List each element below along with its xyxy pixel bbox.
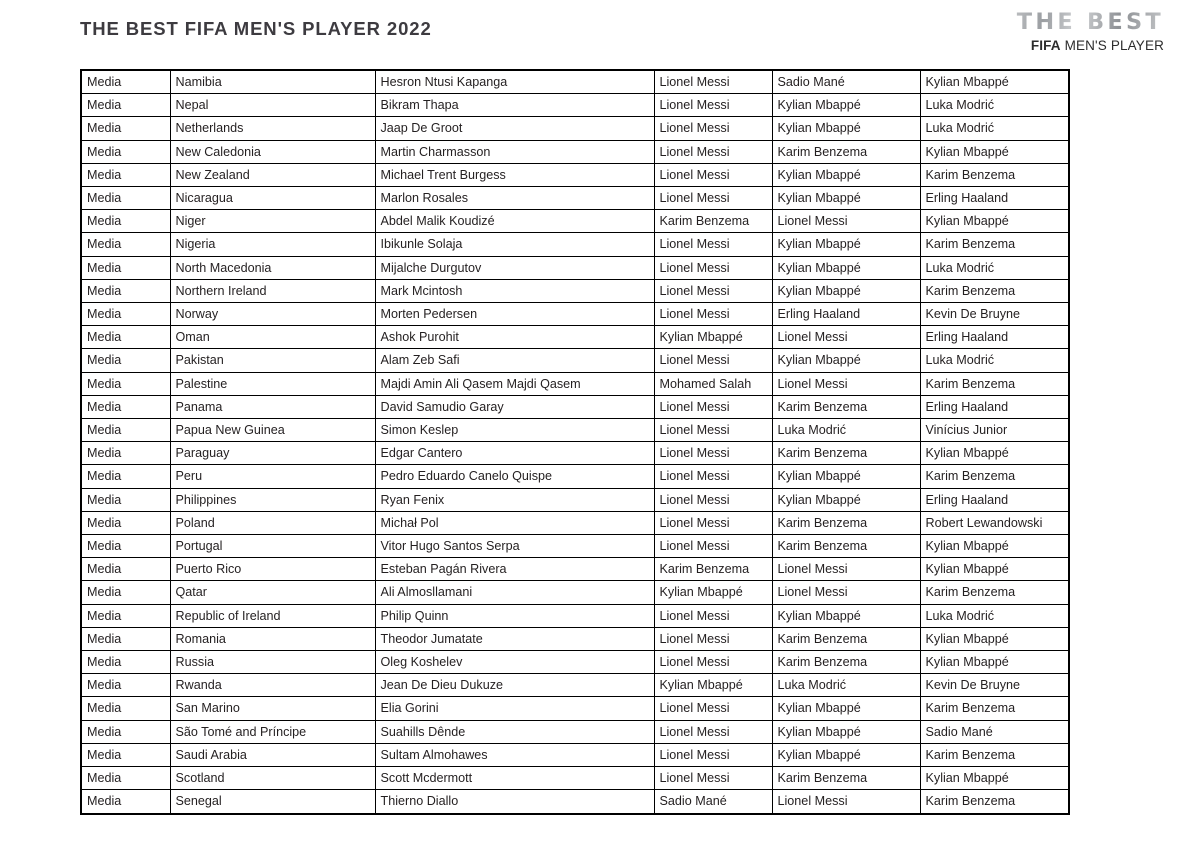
cell-voter-type: Media bbox=[81, 627, 170, 650]
cell-voter-type: Media bbox=[81, 256, 170, 279]
cell-voter-type: Media bbox=[81, 674, 170, 697]
cell-first-choice: Sadio Mané bbox=[654, 790, 772, 814]
the-best-fifa-logo bbox=[1004, 12, 1164, 53]
cell-voter-type: Media bbox=[81, 94, 170, 117]
cell-first-choice: Lionel Messi bbox=[654, 465, 772, 488]
table-row bbox=[81, 256, 1069, 279]
cell-country: Romania bbox=[170, 627, 375, 650]
cell-voter-type: Media bbox=[81, 349, 170, 372]
cell-voter-name: Jaap De Groot bbox=[375, 117, 654, 140]
table-row bbox=[81, 233, 1069, 256]
cell-country: New Caledonia bbox=[170, 140, 375, 163]
cell-voter-name: Mark Mcintosh bbox=[375, 279, 654, 302]
cell-third-choice: Karim Benzema bbox=[920, 790, 1069, 814]
cell-voter-name: Alam Zeb Safi bbox=[375, 349, 654, 372]
cell-first-choice: Lionel Messi bbox=[654, 697, 772, 720]
table-row bbox=[81, 70, 1069, 94]
cell-voter-name: Michał Pol bbox=[375, 511, 654, 534]
votes-table-body bbox=[81, 70, 1069, 814]
cell-second-choice: Karim Benzema bbox=[772, 767, 920, 790]
cell-voter-name: Ashok Purohit bbox=[375, 326, 654, 349]
cell-voter-name: Edgar Cantero bbox=[375, 442, 654, 465]
cell-country: Portugal bbox=[170, 535, 375, 558]
table-row bbox=[81, 442, 1069, 465]
table-row bbox=[81, 465, 1069, 488]
cell-country: Paraguay bbox=[170, 442, 375, 465]
cell-second-choice: Lionel Messi bbox=[772, 790, 920, 814]
cell-voter-type: Media bbox=[81, 488, 170, 511]
cell-third-choice: Kylian Mbappé bbox=[920, 210, 1069, 233]
cell-first-choice: Lionel Messi bbox=[654, 395, 772, 418]
cell-voter-name: Oleg Koshelev bbox=[375, 651, 654, 674]
cell-voter-type: Media bbox=[81, 163, 170, 186]
cell-voter-name: Michael Trent Burgess bbox=[375, 163, 654, 186]
cell-third-choice: Kylian Mbappé bbox=[920, 535, 1069, 558]
cell-second-choice: Kylian Mbappé bbox=[772, 349, 920, 372]
cell-voter-name: Morten Pedersen bbox=[375, 303, 654, 326]
cell-country: Norway bbox=[170, 303, 375, 326]
cell-third-choice: Luka Modrić bbox=[920, 117, 1069, 140]
cell-second-choice: Kylian Mbappé bbox=[772, 720, 920, 743]
page-title: THE BEST FIFA MEN'S PLAYER 2022 bbox=[80, 18, 432, 39]
cell-third-choice: Erling Haaland bbox=[920, 187, 1069, 210]
cell-voter-name: Abdel Malik Koudizé bbox=[375, 210, 654, 233]
cell-first-choice: Lionel Messi bbox=[654, 419, 772, 442]
cell-country: Nepal bbox=[170, 94, 375, 117]
cell-first-choice: Lionel Messi bbox=[654, 743, 772, 766]
cell-voter-type: Media bbox=[81, 465, 170, 488]
cell-voter-type: Media bbox=[81, 187, 170, 210]
cell-third-choice: Erling Haaland bbox=[920, 488, 1069, 511]
cell-first-choice: Kylian Mbappé bbox=[654, 674, 772, 697]
table-row bbox=[81, 210, 1069, 233]
cell-third-choice: Kylian Mbappé bbox=[920, 558, 1069, 581]
cell-first-choice: Lionel Messi bbox=[654, 279, 772, 302]
cell-first-choice: Lionel Messi bbox=[654, 70, 772, 94]
cell-second-choice: Lionel Messi bbox=[772, 326, 920, 349]
cell-voter-type: Media bbox=[81, 326, 170, 349]
table-row bbox=[81, 674, 1069, 697]
cell-third-choice: Erling Haaland bbox=[920, 395, 1069, 418]
cell-third-choice: Kevin De Bruyne bbox=[920, 303, 1069, 326]
cell-voter-type: Media bbox=[81, 303, 170, 326]
cell-voter-type: Media bbox=[81, 279, 170, 302]
cell-voter-type: Media bbox=[81, 140, 170, 163]
cell-first-choice: Kylian Mbappé bbox=[654, 581, 772, 604]
cell-third-choice: Kylian Mbappé bbox=[920, 651, 1069, 674]
cell-third-choice: Karim Benzema bbox=[920, 279, 1069, 302]
cell-second-choice: Lionel Messi bbox=[772, 558, 920, 581]
cell-voter-name: Marlon Rosales bbox=[375, 187, 654, 210]
cell-voter-name: Pedro Eduardo Canelo Quispe bbox=[375, 465, 654, 488]
table-row bbox=[81, 651, 1069, 674]
cell-second-choice: Karim Benzema bbox=[772, 140, 920, 163]
table-row bbox=[81, 303, 1069, 326]
cell-country: Pakistan bbox=[170, 349, 375, 372]
cell-second-choice: Erling Haaland bbox=[772, 303, 920, 326]
cell-voter-type: Media bbox=[81, 604, 170, 627]
cell-voter-name: Majdi Amin Ali Qasem Majdi Qasem bbox=[375, 372, 654, 395]
cell-voter-name: Thierno Diallo bbox=[375, 790, 654, 814]
cell-second-choice: Kylian Mbappé bbox=[772, 256, 920, 279]
cell-first-choice: Lionel Messi bbox=[654, 511, 772, 534]
cell-first-choice: Lionel Messi bbox=[654, 94, 772, 117]
table-row bbox=[81, 697, 1069, 720]
cell-second-choice: Karim Benzema bbox=[772, 442, 920, 465]
table-row bbox=[81, 372, 1069, 395]
cell-country: Palestine bbox=[170, 372, 375, 395]
cell-third-choice: Kylian Mbappé bbox=[920, 442, 1069, 465]
cell-country: Philippines bbox=[170, 488, 375, 511]
cell-third-choice: Kylian Mbappé bbox=[920, 140, 1069, 163]
cell-second-choice: Karim Benzema bbox=[772, 511, 920, 534]
cell-country: North Macedonia bbox=[170, 256, 375, 279]
cell-third-choice: Kevin De Bruyne bbox=[920, 674, 1069, 697]
cell-country: Senegal bbox=[170, 790, 375, 814]
cell-country: Republic of Ireland bbox=[170, 604, 375, 627]
table-row bbox=[81, 279, 1069, 302]
cell-voter-type: Media bbox=[81, 233, 170, 256]
table-row bbox=[81, 604, 1069, 627]
cell-second-choice: Kylian Mbappé bbox=[772, 233, 920, 256]
cell-third-choice: Karim Benzema bbox=[920, 233, 1069, 256]
cell-first-choice: Lionel Messi bbox=[654, 442, 772, 465]
cell-third-choice: Karim Benzema bbox=[920, 163, 1069, 186]
cell-country: New Zealand bbox=[170, 163, 375, 186]
cell-voter-name: Bikram Thapa bbox=[375, 94, 654, 117]
cell-third-choice: Kylian Mbappé bbox=[920, 70, 1069, 94]
cell-first-choice: Lionel Messi bbox=[654, 767, 772, 790]
logo-fifa-text: FIFA bbox=[1030, 38, 1061, 53]
cell-voter-name: Esteban Pagán Rivera bbox=[375, 558, 654, 581]
cell-country: Peru bbox=[170, 465, 375, 488]
table-row bbox=[81, 535, 1069, 558]
cell-voter-type: Media bbox=[81, 790, 170, 814]
cell-country: Oman bbox=[170, 326, 375, 349]
cell-first-choice: Karim Benzema bbox=[654, 558, 772, 581]
cell-second-choice: Kylian Mbappé bbox=[772, 697, 920, 720]
cell-first-choice: Lionel Messi bbox=[654, 604, 772, 627]
cell-first-choice: Lionel Messi bbox=[654, 163, 772, 186]
cell-country: Nigeria bbox=[170, 233, 375, 256]
cell-first-choice: Lionel Messi bbox=[654, 720, 772, 743]
logo-subtitle bbox=[1004, 39, 1164, 53]
cell-second-choice: Kylian Mbappé bbox=[772, 743, 920, 766]
cell-third-choice: Karim Benzema bbox=[920, 581, 1069, 604]
table-row bbox=[81, 488, 1069, 511]
table-row bbox=[81, 767, 1069, 790]
cell-voter-type: Media bbox=[81, 720, 170, 743]
cell-country: Namibia bbox=[170, 70, 375, 94]
cell-second-choice: Karim Benzema bbox=[772, 535, 920, 558]
cell-voter-type: Media bbox=[81, 210, 170, 233]
page-header bbox=[0, 0, 1200, 62]
cell-second-choice: Kylian Mbappé bbox=[772, 604, 920, 627]
cell-country: Northern Ireland bbox=[170, 279, 375, 302]
cell-third-choice: Vinícius Junior bbox=[920, 419, 1069, 442]
cell-country: Scotland bbox=[170, 767, 375, 790]
table-row bbox=[81, 511, 1069, 534]
cell-country: Qatar bbox=[170, 581, 375, 604]
cell-voter-name: Hesron Ntusi Kapanga bbox=[375, 70, 654, 94]
table-row bbox=[81, 743, 1069, 766]
cell-first-choice: Karim Benzema bbox=[654, 210, 772, 233]
cell-country: Niger bbox=[170, 210, 375, 233]
cell-first-choice: Mohamed Salah bbox=[654, 372, 772, 395]
cell-second-choice: Karim Benzema bbox=[772, 627, 920, 650]
cell-third-choice: Kylian Mbappé bbox=[920, 627, 1069, 650]
cell-third-choice: Karim Benzema bbox=[920, 465, 1069, 488]
cell-voter-name: Ibikunle Solaja bbox=[375, 233, 654, 256]
cell-third-choice: Kylian Mbappé bbox=[920, 767, 1069, 790]
cell-country: Panama bbox=[170, 395, 375, 418]
cell-first-choice: Lionel Messi bbox=[654, 303, 772, 326]
cell-voter-name: Vitor Hugo Santos Serpa bbox=[375, 535, 654, 558]
cell-first-choice: Lionel Messi bbox=[654, 488, 772, 511]
cell-third-choice: Luka Modrić bbox=[920, 349, 1069, 372]
table-row bbox=[81, 581, 1069, 604]
cell-voter-name: Jean De Dieu Dukuze bbox=[375, 674, 654, 697]
cell-voter-type: Media bbox=[81, 558, 170, 581]
cell-voter-name: Martin Charmasson bbox=[375, 140, 654, 163]
cell-country: Nicaragua bbox=[170, 187, 375, 210]
cell-second-choice: Lionel Messi bbox=[772, 210, 920, 233]
cell-voter-type: Media bbox=[81, 511, 170, 534]
table-row bbox=[81, 140, 1069, 163]
cell-voter-name: Theodor Jumatate bbox=[375, 627, 654, 650]
table-row bbox=[81, 720, 1069, 743]
cell-third-choice: Luka Modrić bbox=[920, 604, 1069, 627]
cell-voter-type: Media bbox=[81, 767, 170, 790]
cell-second-choice: Kylian Mbappé bbox=[772, 488, 920, 511]
cell-third-choice: Sadio Mané bbox=[920, 720, 1069, 743]
cell-voter-name: Ryan Fenix bbox=[375, 488, 654, 511]
table-row bbox=[81, 117, 1069, 140]
cell-country: Poland bbox=[170, 511, 375, 534]
cell-voter-name: Simon Keslep bbox=[375, 419, 654, 442]
cell-first-choice: Lionel Messi bbox=[654, 651, 772, 674]
table-row bbox=[81, 627, 1069, 650]
cell-voter-type: Media bbox=[81, 372, 170, 395]
cell-third-choice: Luka Modrić bbox=[920, 256, 1069, 279]
the-best-wordmark: THE BEST bbox=[1001, 12, 1164, 34]
table-row bbox=[81, 94, 1069, 117]
cell-voter-type: Media bbox=[81, 395, 170, 418]
cell-voter-name: Scott Mcdermott bbox=[375, 767, 654, 790]
cell-voter-type: Media bbox=[81, 697, 170, 720]
cell-first-choice: Kylian Mbappé bbox=[654, 326, 772, 349]
cell-voter-type: Media bbox=[81, 442, 170, 465]
logo-category-text: MEN'S PLAYER bbox=[1060, 38, 1164, 53]
cell-country: San Marino bbox=[170, 697, 375, 720]
cell-voter-type: Media bbox=[81, 535, 170, 558]
table-row bbox=[81, 419, 1069, 442]
cell-voter-type: Media bbox=[81, 743, 170, 766]
cell-country: Netherlands bbox=[170, 117, 375, 140]
cell-first-choice: Lionel Messi bbox=[654, 233, 772, 256]
table-row bbox=[81, 187, 1069, 210]
cell-third-choice: Karim Benzema bbox=[920, 372, 1069, 395]
cell-country: Puerto Rico bbox=[170, 558, 375, 581]
cell-voter-name: Ali Almosllamani bbox=[375, 581, 654, 604]
cell-voter-type: Media bbox=[81, 651, 170, 674]
cell-second-choice: Kylian Mbappé bbox=[772, 279, 920, 302]
table-row bbox=[81, 790, 1069, 814]
cell-third-choice: Karim Benzema bbox=[920, 743, 1069, 766]
votes-table-container bbox=[80, 69, 1068, 815]
cell-second-choice: Luka Modrić bbox=[772, 674, 920, 697]
cell-voter-name: Mijalche Durgutov bbox=[375, 256, 654, 279]
cell-second-choice: Kylian Mbappé bbox=[772, 465, 920, 488]
cell-voter-name: Elia Gorini bbox=[375, 697, 654, 720]
cell-second-choice: Karim Benzema bbox=[772, 651, 920, 674]
cell-first-choice: Lionel Messi bbox=[654, 117, 772, 140]
cell-third-choice: Luka Modrić bbox=[920, 94, 1069, 117]
cell-voter-name: Suahills Dênde bbox=[375, 720, 654, 743]
cell-country: Rwanda bbox=[170, 674, 375, 697]
table-row bbox=[81, 349, 1069, 372]
cell-second-choice: Karim Benzema bbox=[772, 395, 920, 418]
cell-voter-type: Media bbox=[81, 419, 170, 442]
cell-country: Papua New Guinea bbox=[170, 419, 375, 442]
table-row bbox=[81, 326, 1069, 349]
table-row bbox=[81, 163, 1069, 186]
cell-voter-type: Media bbox=[81, 70, 170, 94]
cell-third-choice: Robert Lewandowski bbox=[920, 511, 1069, 534]
cell-voter-name: Philip Quinn bbox=[375, 604, 654, 627]
cell-first-choice: Lionel Messi bbox=[654, 140, 772, 163]
cell-second-choice: Lionel Messi bbox=[772, 372, 920, 395]
cell-first-choice: Lionel Messi bbox=[654, 627, 772, 650]
cell-country: Saudi Arabia bbox=[170, 743, 375, 766]
cell-second-choice: Kylian Mbappé bbox=[772, 94, 920, 117]
cell-second-choice: Sadio Mané bbox=[772, 70, 920, 94]
cell-first-choice: Lionel Messi bbox=[654, 535, 772, 558]
cell-second-choice: Kylian Mbappé bbox=[772, 117, 920, 140]
table-row bbox=[81, 395, 1069, 418]
cell-first-choice: Lionel Messi bbox=[654, 256, 772, 279]
cell-third-choice: Erling Haaland bbox=[920, 326, 1069, 349]
cell-first-choice: Lionel Messi bbox=[654, 187, 772, 210]
cell-voter-type: Media bbox=[81, 581, 170, 604]
media-votes-table bbox=[80, 69, 1070, 815]
cell-second-choice: Luka Modrić bbox=[772, 419, 920, 442]
cell-voter-name: David Samudio Garay bbox=[375, 395, 654, 418]
cell-voter-name: Sultam Almohawes bbox=[375, 743, 654, 766]
cell-country: Russia bbox=[170, 651, 375, 674]
cell-second-choice: Lionel Messi bbox=[772, 581, 920, 604]
cell-country: São Tomé and Príncipe bbox=[170, 720, 375, 743]
cell-first-choice: Lionel Messi bbox=[654, 349, 772, 372]
cell-voter-type: Media bbox=[81, 117, 170, 140]
cell-second-choice: Kylian Mbappé bbox=[772, 187, 920, 210]
table-row bbox=[81, 558, 1069, 581]
cell-third-choice: Karim Benzema bbox=[920, 697, 1069, 720]
cell-second-choice: Kylian Mbappé bbox=[772, 163, 920, 186]
